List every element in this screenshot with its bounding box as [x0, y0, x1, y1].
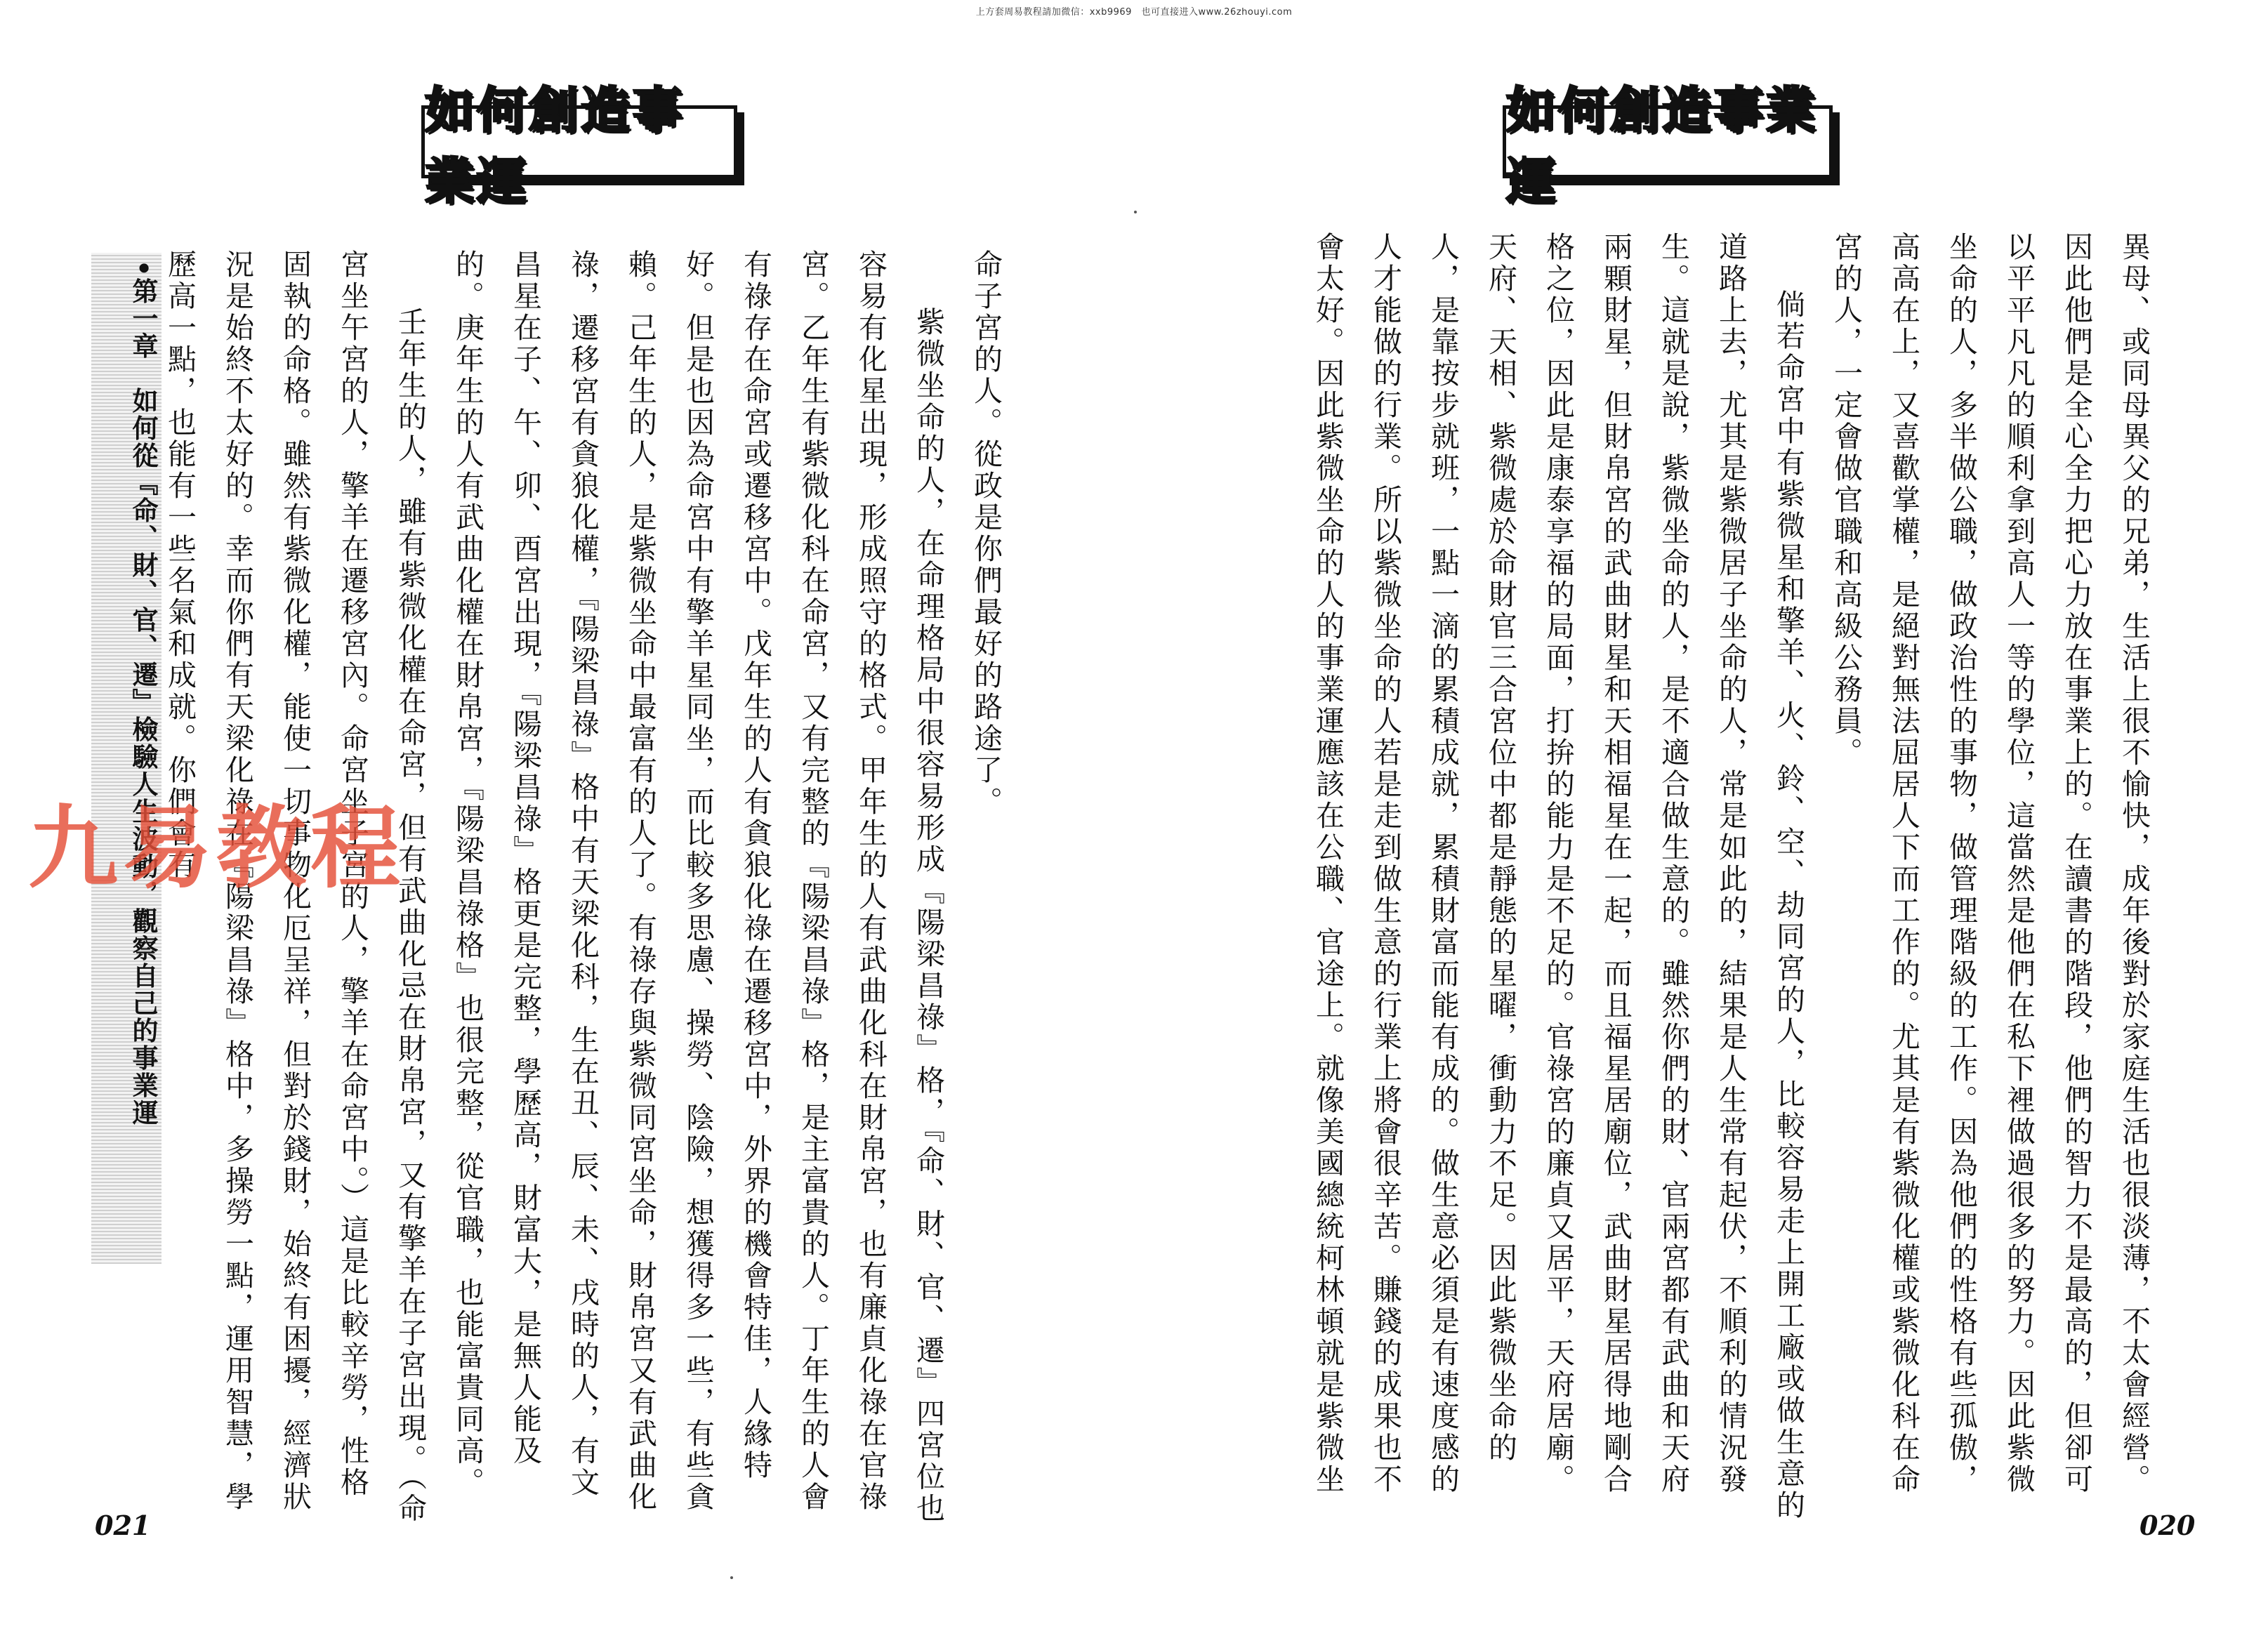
left-paragraph-1: 命子宮的人。從政是你們最好的路途了。 [969, 249, 1003, 818]
right-body-text [1250, 232, 2163, 1524]
left-paragraph-3: 壬年生的人，雖有紫微化權在命宮，但有武曲化忌在財帛宮，又有擎羊在子宮出現。（命宮坐午宮的人，擎羊在遷移宮內。命宮坐子宮的人，擎羊在命宮中。）這是比較辛勞，性格固執的命格。雖然有紫微化權，能使一切事物化厄呈祥，但對於錢財，始終有困擾，經濟狀況是始終不太好的。幸而你們有天梁化祿在『陽梁昌祿』格中，多操勞一點，運用智慧，學歷高一點，也能有一些名氣和成就。你們會有 [163, 249, 427, 1525]
left-header-title: 如何創造事業運 [425, 81, 685, 210]
right-paragraph-2: 倘若命宮中有紫微星和擎羊、火、鈴、空、劫同宮的人，比較容易走上開工廠或做生意的道路上去，尤其是紫微居子坐命的人，常是如此的，結果是人生常有起伏，不順利的情況發生。這就是說，紫微坐命的人，是不適合做生意的。雖然你們的財、官兩宮都有武曲和天府兩顆財星，但財帛宮的武曲財星和天相福星在一起，而且福星居廟位，武曲財星居得地剛合格之位，因此是康泰享福的局面，打拚的能力是不足的。官祿宮的廉貞又居平，天府居廟。天府、天相、紫微處於命財官三合宮位中都是靜態的星曜，衝動力不足。因此紫微坐命的人，是靠按步就班，一點一滴的累積成就，累積財富而能有成的。做生意必須是有速度感的人才能做的行業。所以紫微坐命的人若是走到做生意的行業上將會很辛苦。賺錢的成果也不會太好。因此紫微坐命的人的事業運應該在公職、官途上。就像美國總統柯林頓就是紫微坐 [1311, 232, 1805, 1522]
left-header-title-box [421, 81, 737, 210]
scan-speck [1134, 211, 1137, 213]
scan-speck [730, 1576, 733, 1579]
right-page [1134, 0, 2268, 1650]
chapter-heading: •第一章 如何從『命、財、官、遷』檢驗人生波動，觀察自己的事業運 [91, 253, 161, 1264]
right-header-title: 如何創造事業運 [1506, 81, 1818, 210]
left-page-number: 021 [95, 1510, 151, 1541]
right-paragraph-1: 異母、或同母異父的兄弟，生活上很不愉快，成年後對於家庭生活也很淡薄，不太會經營。因此他們是全心全力把心力放在事業上的。在讀書的階段，他們的智力不是最高的，但卻可以平平凡凡的順利拿到高人一等的學位，這當然是他們在私下裡做過很多的努力。因此紫微坐命的人，多半做公職，做政治性的事物，做管理階級的工作。因為他們的性格有些孤傲，高高在上，又喜歡掌權，是絕對無法屈居人下而工作的。尤其是有紫微化權或紫微化科在命宮的人，一定會做官職和高級公務員。 [1829, 232, 2151, 1496]
watermark-stamp: 九易教程 [28, 796, 405, 901]
right-page-number: 020 [2140, 1510, 2196, 1541]
right-header-title-box [1503, 81, 1833, 210]
left-paragraph-2: 紫微坐命的人，在命理格局中很容易形成『陽梁昌祿』格，『命、財、官、遷』四宮位也容易有化星出現，形成照守的格式。甲年生的人有武曲化科在財帛宮，也有廉貞化祿在官祿宮。乙年生有紫微化科在命宮，又有完整的『陽梁昌祿』格，是主富貴的人。丁年生的人會有祿存在命宮或遷移宮中。戊年生的人有貪狼化祿在遷移宮中，外界的機會特佳，人緣特好。但是也因為命宮中有擎羊星同坐，而比較多思慮、操勞、陰險，想獲得多一些，有些貪賴。己年生的人，是紫微坐命中最富有的人了。有祿存與紫微同宮坐命，財帛宮又有武曲化祿，遷移宮有貪狼化權，『陽梁昌祿』格中有天梁化科，生在丑、辰、未、戌時的人，有文昌星在子、午、卯、酉宮出現，『陽梁昌祿』格更是完整，學歷高，財富大，是無人能及的。庚年生的人有武曲化權在財帛宮，『陽梁昌祿格』也很完整，從官職，也能富貴同高。 [451, 249, 945, 1525]
top-note: 上方套周易教程請加微信：xxb9969 也可直接进入www.26zhouyi.com [975, 7, 1293, 18]
